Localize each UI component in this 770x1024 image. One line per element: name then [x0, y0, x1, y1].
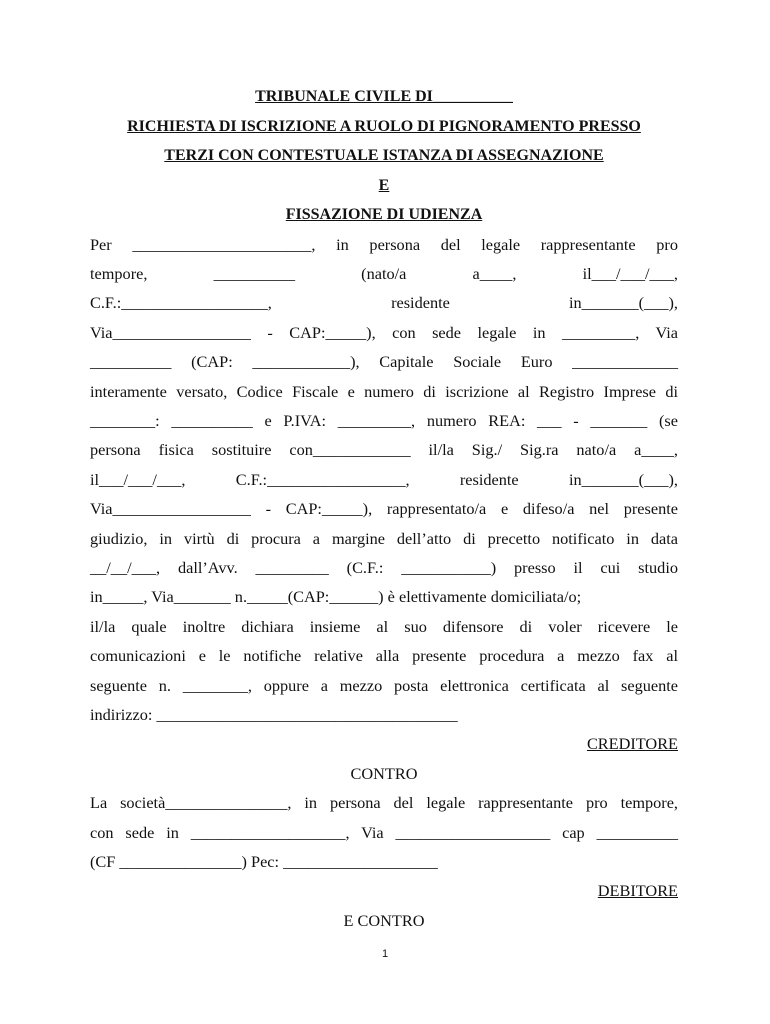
contro-label: CONTRO [350, 763, 418, 783]
creditor-paragraph [90, 230, 678, 730]
page-number: 1 [381, 948, 389, 960]
e-contro-label: E CONTRO [343, 910, 425, 930]
paragraph-line: indirizzo: _____________________________________ [90, 705, 458, 724]
paragraph-line: (CF _______________) Pec: ___________________ [90, 852, 438, 872]
paragraph-line: seguente n. ________, oppure a mezzo posta elettronica certificata al seguente [90, 675, 678, 695]
creditor-label: CREDITORE [586, 734, 678, 754]
paragraph-line: giudizio, in virtù di procura a margine dell’atto di precetto notificato in data [90, 528, 678, 548]
paragraph-line: interamente versato, Codice Fiscale e numero di iscrizione al Registro Imprese di [90, 381, 678, 401]
paragraph-line: il/la quale inoltre dichiara insieme al suo difensore di voler ricevere le [90, 616, 678, 636]
court-title: TRIBUNALE CIVILE DI__________ [255, 88, 513, 105]
paragraph-line: __/__/___, dall’Avv. _________ (C.F.: ___________) presso il cui studio [90, 557, 678, 577]
paragraph-line: ________: __________ e P.IVA: _________, numero REA: ___ - _______ (se [90, 410, 678, 430]
paragraph-line: tempore, __________ (nato/a a____, il___/___/___, [90, 263, 678, 283]
document-page [90, 82, 678, 935]
paragraph-line: Per ______________________, in persona del legale rappresentante pro [90, 234, 678, 254]
paragraph-line: __________ (CAP: ____________), Capitale Sociale Euro _____________ [90, 352, 678, 372]
debtor-label: DEBITORE [597, 881, 678, 901]
paragraph-line: La società_______________, in persona del legale rappresentante pro tempore, [90, 793, 678, 813]
paragraph-line: Via_________________ - CAP:_____), rappresentato/a e difeso/a nel presente [90, 499, 678, 519]
document-title-line-3: FISSAZIONE DI UDIENZA [285, 206, 483, 223]
document-title-line-1: RICHIESTA DI ISCRIZIONE A RUOLO DI PIGNORAMENTO PRESSO [127, 117, 641, 135]
paragraph-line: Via_________________ - CAP:_____), con sede legale in _________, Via [90, 322, 678, 342]
document-title-line-2: TERZI CON CONTESTUALE ISTANZA DI ASSEGNAZIONE [164, 147, 604, 164]
document-title-conjunction: E [378, 176, 390, 194]
paragraph-line: il___/___/___, C.F.:_________________, residente in_______(___), [90, 469, 678, 489]
paragraph-line: C.F.:__________________, residente in_______(___), [90, 293, 678, 313]
paragraph-line: con sede in ___________________, Via ___________________ cap __________ [90, 822, 678, 842]
paragraph-line: persona fisica sostituire con____________ il/la Sig./ Sig.ra nato/a a____, [90, 440, 678, 460]
paragraph-line: comunicazioni e le notifiche relative alla presente procedura a mezzo fax al [90, 646, 678, 666]
paragraph-line: in_____, Via_______ n._____(CAP:______) è elettivamente domiciliata/o; [90, 587, 582, 607]
debtor-paragraph [90, 788, 678, 876]
